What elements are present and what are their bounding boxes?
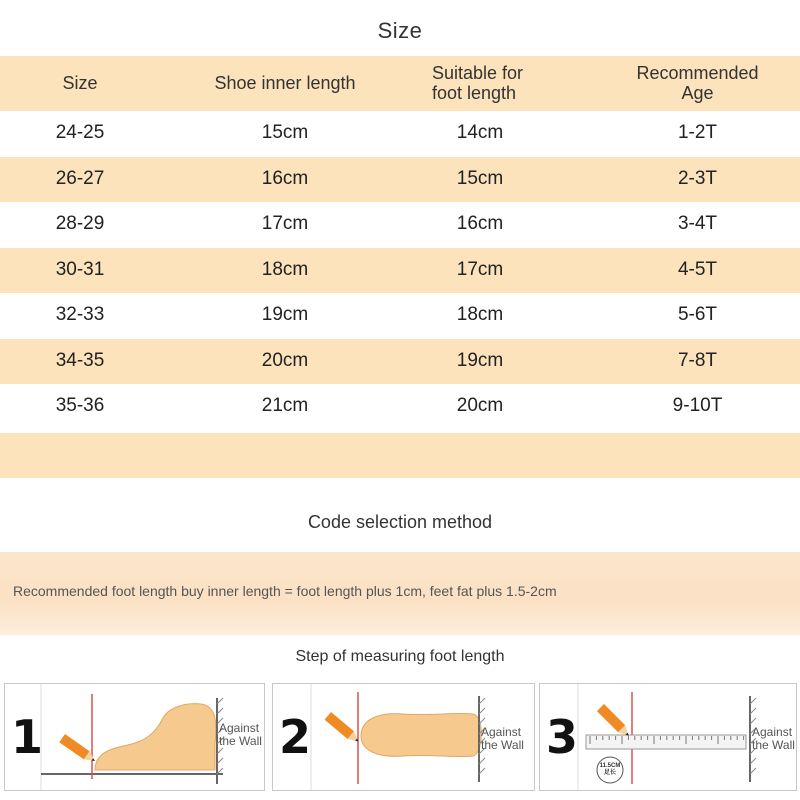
badge-text (597, 763, 623, 777)
cell-size: 32-33 (55, 304, 105, 326)
advice-text: Recommended foot length buy inner length = foot length plus 1cm, feet fat plus 1.5-2cm (13, 583, 557, 599)
cell-inner-length: 15cm (261, 122, 309, 144)
cell-age: 2-3T (677, 167, 718, 189)
cell-foot-length: 18cm (456, 304, 504, 326)
cell-age: 1-2T (677, 122, 718, 144)
header-size: Size (62, 72, 98, 93)
cell-size: 35-36 (55, 395, 105, 417)
cell-inner-length: 17cm (261, 213, 309, 235)
badge-sub: 足长 (603, 770, 616, 777)
step-panel-2 (272, 683, 535, 791)
pencil-icon (325, 712, 362, 745)
table-row (0, 248, 800, 294)
pencil-icon (597, 704, 632, 739)
header-age: Recommended Age (636, 62, 759, 103)
cell-foot-length: 17cm (456, 258, 504, 280)
cell-inner-length: 19cm (261, 304, 309, 326)
step-panel-3 (539, 683, 797, 791)
cell-age: 5-6T (677, 304, 718, 326)
cell-size: 30-31 (55, 258, 105, 280)
table-row (0, 384, 800, 430)
cell-age: 4-5T (677, 258, 718, 280)
empty-band (0, 433, 800, 478)
step-number: 2 (279, 710, 312, 764)
cell-age: 7-8T (677, 349, 718, 371)
table-row (0, 111, 800, 157)
table-row (0, 202, 800, 248)
wall-label: Against the Wall (752, 725, 795, 752)
step-number: 1 (11, 710, 44, 764)
cell-foot-length: 15cm (456, 167, 504, 189)
cell-foot-length: 14cm (456, 122, 504, 144)
foot-shape (95, 704, 216, 770)
cell-inner-length: 20cm (261, 349, 309, 371)
advice-band (0, 552, 800, 635)
badge-value: 11.5CM (599, 763, 621, 769)
cell-age: 3-4T (677, 213, 718, 235)
header-foot-length: Suitable for foot length (432, 62, 524, 103)
cell-foot-length: 16cm (456, 213, 504, 235)
cell-size: 24-25 (55, 122, 105, 144)
step-number: 3 (546, 710, 579, 764)
size-table (0, 56, 800, 430)
page-title: Size (377, 18, 423, 43)
cell-inner-length: 18cm (261, 258, 309, 280)
foot-shape (361, 713, 481, 756)
wall-label: Against the Wall (481, 725, 524, 752)
table-row (0, 339, 800, 385)
cell-foot-length: 19cm (456, 349, 504, 371)
cell-age: 9-10T (672, 395, 723, 417)
step-title: Step of measuring foot length (295, 648, 505, 665)
cell-foot-length: 20cm (456, 395, 504, 417)
table-row (0, 293, 800, 339)
wall-label: Against the Wall (219, 721, 262, 748)
header-inner-length: Shoe inner length (214, 72, 356, 93)
cell-size: 34-35 (55, 349, 105, 371)
table-row (0, 157, 800, 203)
step-panel-1 (4, 683, 265, 791)
table-header-row (0, 56, 800, 111)
cell-size: 28-29 (55, 213, 105, 235)
code-selection-title: Code selection method (307, 512, 493, 532)
cell-inner-length: 16cm (261, 167, 309, 189)
cell-size: 26-27 (55, 167, 105, 189)
cell-inner-length: 21cm (261, 395, 309, 417)
ruler (586, 735, 746, 749)
